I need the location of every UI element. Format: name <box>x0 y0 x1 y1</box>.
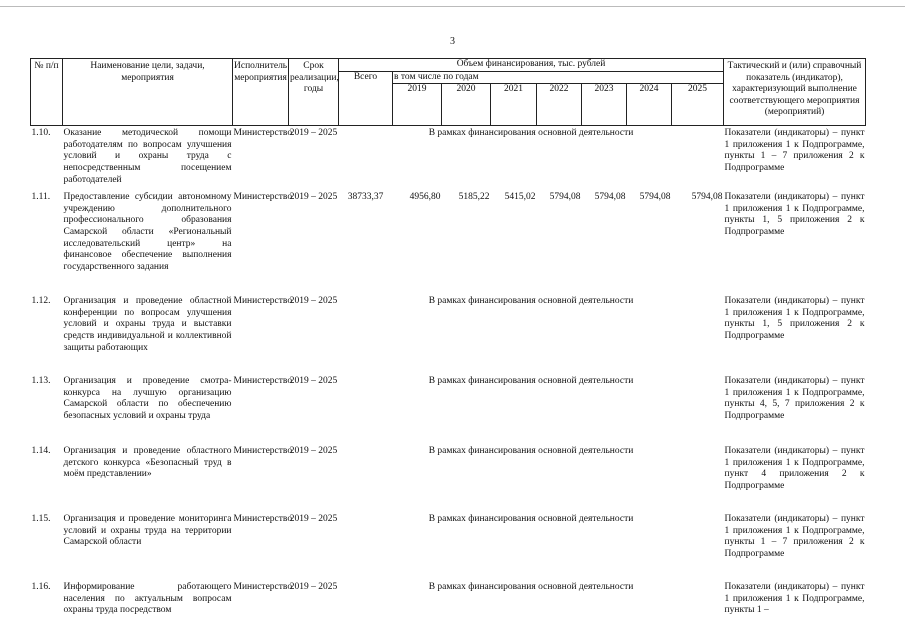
row-value: 5794,08 <box>549 192 581 203</box>
program-table <box>30 58 866 622</box>
row-name: Оказание методической помощи работодателям по вопросам улучшения условий и охраны труда с непосредственным посещением работодателей <box>63 128 232 185</box>
row-name: Информирование работающего населения по актуальным вопросам охраны труда посредством <box>63 582 232 616</box>
row-number: 1.13. <box>31 376 51 387</box>
row-indicator: Показатели (индикаторы) – пункт 1 приложения 1 к Подпрограмме, пункт 4 приложения 2 к Подпрограмме <box>724 446 865 491</box>
row-term: 2019 – 2025 <box>289 514 338 525</box>
header-year: 2021 <box>491 84 537 126</box>
row-executor: Министерство <box>233 128 293 139</box>
table-row <box>31 374 866 444</box>
row-term: 2019 – 2025 <box>289 582 338 593</box>
header-year: 2025 <box>672 84 724 126</box>
row-number: 1.11. <box>31 192 51 203</box>
header-year: 2024 <box>627 84 672 126</box>
header-total: Всего <box>339 71 393 126</box>
row-name: Предоставление субсидии автономному учреждению дополнительного профессионального образования Самарской области «Региональный исследовательский центр» на финансовое обеспечение выполнения государственного задания <box>63 192 232 272</box>
top-rule <box>0 6 905 7</box>
row-funding-note: В рамках финансирования основной деятельности <box>428 582 634 593</box>
header-executor: Исполнитель мероприятия <box>233 59 289 126</box>
row-name: Организация и проведение областной конференции по вопросам улучшения условий и охраны труда и выставки средств индивидуальной и коллективной защиты работающих <box>63 296 232 353</box>
header-name: Наименование цели, задачи, мероприятия <box>63 59 233 126</box>
row-name: Организация и проведение мониторинга условий и охраны труда на территории Самарской области <box>63 514 232 548</box>
row-value: 5415,02 <box>504 192 536 203</box>
row-number: 1.14. <box>31 446 51 457</box>
row-value: 5185,22 <box>458 192 490 203</box>
row-executor: Министерство <box>233 376 293 387</box>
row-name: Организация и проведение областного детского конкурса «Безопасный труд в моём представлении» <box>63 446 232 480</box>
row-value: 4956,80 <box>409 192 441 203</box>
header-by-years: в том числе по годам <box>393 71 724 84</box>
table-row <box>31 512 866 580</box>
row-indicator: Показатели (индикаторы) – пункт 1 приложения 1 к Подпрограмме, пункты 1 – 7 приложения 2 к Подпрограмме <box>724 514 865 559</box>
row-executor: Министерство <box>233 296 293 307</box>
table-row <box>31 190 866 294</box>
row-value: 5794,08 <box>594 192 626 203</box>
header-term: Срок реализации, годы <box>289 59 339 126</box>
row-indicator: Показатели (индикаторы) – пункт 1 приложения 1 к Подпрограмме, пункты 1 – <box>724 582 865 616</box>
row-indicator: Показатели (индикаторы) – пункт 1 приложения 1 к Подпрограмме, пункты 1 – 7 приложения 2 к Подпрограмме <box>724 128 865 173</box>
header-indicator: Тактический и (или) справочный показатель (индикатор), характеризующий выполнение соответствующего мероприятия (мероприятий) <box>724 59 866 126</box>
row-funding-note: В рамках финансирования основной деятельности <box>428 514 634 525</box>
row-total: 38733,37 <box>347 192 384 203</box>
row-term: 2019 – 2025 <box>289 192 338 203</box>
table-row <box>31 294 866 374</box>
header-year: 2022 <box>537 84 582 126</box>
row-term: 2019 – 2025 <box>289 446 338 457</box>
row-funding-note: В рамках финансирования основной деятельности <box>428 446 634 457</box>
row-value: 5794,08 <box>691 192 723 203</box>
header-year: 2019 <box>393 84 442 126</box>
header-funding: Объем финансирования, тыс. рублей <box>339 59 724 72</box>
row-term: 2019 – 2025 <box>289 128 338 139</box>
header-num: № п/п <box>31 59 63 126</box>
table-row <box>31 444 866 512</box>
row-term: 2019 – 2025 <box>289 376 338 387</box>
row-funding-note: В рамках финансирования основной деятельности <box>428 376 634 387</box>
row-executor: Министерство <box>233 514 293 525</box>
row-name: Организация и проведение смотра-конкурса на лучшую организацию Самарской области по обеспечению безопасных условий и охраны труда <box>63 376 232 421</box>
row-number: 1.15. <box>31 514 51 525</box>
row-number: 1.16. <box>31 582 51 593</box>
row-indicator: Показатели (индикаторы) – пункт 1 приложения 1 к Подпрограмме, пункты 1, 5 приложения 2 к Подпрограмме <box>724 296 865 341</box>
page-number: 3 <box>450 36 455 47</box>
row-indicator: Показатели (индикаторы) – пункт 1 приложения 1 к Подпрограмме, пункты 1, 5 приложения 2 к Подпрограмме <box>724 192 865 237</box>
row-number: 1.10. <box>31 128 51 139</box>
row-indicator: Показатели (индикаторы) – пункт 1 приложения 1 к Подпрограмме, пункты 4, 5, 7 приложения 2 к Подпрограмме <box>724 376 865 421</box>
row-executor: Министерство <box>233 446 293 457</box>
table-row <box>31 126 866 191</box>
row-value: 5794,08 <box>639 192 671 203</box>
header-year: 2023 <box>582 84 627 126</box>
row-term: 2019 – 2025 <box>289 296 338 307</box>
table-row <box>31 580 866 622</box>
row-funding-note: В рамках финансирования основной деятельности <box>428 296 634 307</box>
row-executor: Министерство <box>233 582 293 593</box>
header-year: 2020 <box>442 84 491 126</box>
row-executor: Министерство <box>233 192 293 203</box>
row-number: 1.12. <box>31 296 51 307</box>
row-funding-note: В рамках финансирования основной деятельности <box>428 128 634 139</box>
